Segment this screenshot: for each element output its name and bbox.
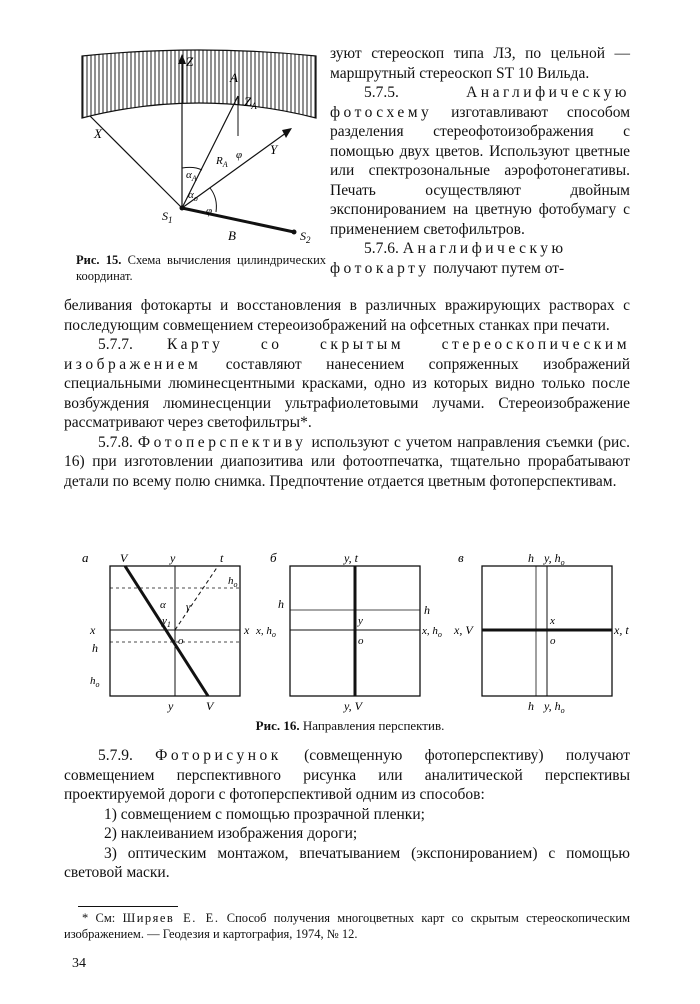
- panel-c-letter: в: [458, 550, 464, 565]
- label-s1: $S_1$: [162, 209, 173, 225]
- panel-a-t-top: t: [220, 551, 224, 565]
- panel-a-y1: $y_1$: [162, 615, 171, 629]
- panel-b-h-left: h: [278, 597, 284, 611]
- alpha-arc: [182, 167, 202, 170]
- label-y: Y: [270, 142, 278, 157]
- section-number: 5.7.5.: [364, 84, 399, 101]
- body-text: [64, 296, 630, 491]
- panel-c-x-mid: x: [550, 615, 555, 627]
- hatched-cylinder-band: [82, 50, 316, 118]
- section-number: 5.7.7.: [98, 336, 133, 353]
- panel-b: [255, 550, 442, 713]
- panel-a-gamma: γ: [186, 601, 191, 613]
- footnote-text: Способ получения многоцветных карт со скрытым стереоскопическим изображением. — Геодезия и картография, 1974, № 12.: [64, 911, 630, 941]
- panel-a-v-top: V: [120, 551, 128, 565]
- panel-c-o: o: [550, 635, 556, 647]
- panel-c-bottom: y, $h_o$: [544, 699, 565, 715]
- label-phi-lower: φ: [206, 205, 213, 217]
- panel-a-alpha: α: [160, 599, 166, 611]
- panel-a-v-bottom: V: [206, 699, 214, 713]
- panel-c: [453, 550, 629, 715]
- methods-list: [64, 805, 630, 883]
- section-number: 5.7.9.: [98, 747, 133, 764]
- section-term: Фотоперспективу: [137, 433, 307, 451]
- figure-15-text: Схема вычисления цилиндрических координат.: [76, 253, 327, 283]
- point-s1: [180, 206, 185, 211]
- list-item: 1) совмещением с помощью прозрачной пленки;: [104, 805, 425, 823]
- panel-a-o: o: [178, 635, 184, 647]
- footnote-author: Ширяев Е. Е.: [122, 911, 220, 925]
- label-a: A: [230, 70, 238, 85]
- point-s2: [292, 230, 297, 235]
- panel-b-o: o: [358, 635, 364, 647]
- panel-c-h-bottom: h: [528, 699, 534, 713]
- panel-b-x-left: x, $h_o$: [256, 625, 276, 639]
- section-number: 5.7.8.: [98, 433, 133, 451]
- label-b: B: [228, 228, 236, 243]
- paragraph-5-7-7: 5.7.7. Карту со скрытым стереоскопическим изображением составляют нанесением сопряженных изображений специальными люминесцентными красками, одно из которых видно только после возбуждения люминесценции ультрафиолетовыми лучами. Стереоизображение рассматривают через светофильтры*.: [64, 336, 631, 431]
- section-term: Анаглифическую фотокарту: [330, 240, 567, 277]
- panel-a-y-top: y: [170, 551, 176, 565]
- panel-a-x-left: x: [90, 623, 96, 637]
- panel-b-bottom: y, V: [344, 699, 362, 713]
- figure-16-caption: [0, 718, 700, 734]
- label-ra: $R_A$: [216, 155, 228, 169]
- panel-c-h-top: h: [528, 551, 534, 565]
- section-number: 5.7.6.: [364, 240, 399, 257]
- paragraph-5-7-6: 5.7.6. Анаглифическую фотокарту получают путем от-: [330, 240, 567, 277]
- paragraph-5-7-5: 5.7.5. Анаглифическую фотосхему изготавливают способом разделения стереофотоизображения с помощью двух цветов. Используют цветные или спектрозональные аэрофотонегативы. Печать осуществляют двойным экспонированием на цветную фотобумагу с применением светофильтров.: [330, 84, 630, 238]
- panel-c-top: y, $h_o$: [544, 551, 565, 567]
- body-text-2: [64, 746, 630, 883]
- figure-15-cylindrical-diagram: [70, 48, 328, 248]
- panel-a-h0-label: $h_o$: [228, 575, 238, 589]
- page-number: 34: [72, 956, 86, 971]
- figure-15-caption: [76, 252, 326, 284]
- label-za: $Z_A$: [244, 94, 257, 111]
- label-z: Z: [186, 54, 194, 69]
- panel-a-y-bottom: y: [168, 699, 174, 713]
- paragraph-continued: зуют стереоскоп типа ЛЗ, по цельной — маршрутный стереоскоп ST 10 Вильда.: [330, 45, 630, 82]
- list-item: 2) наклеиванием изображения дороги;: [104, 825, 358, 842]
- footnote-marker: * См:: [82, 911, 116, 925]
- panel-c-x-left: x, V: [454, 623, 473, 637]
- panel-a-v-line: [125, 566, 208, 696]
- panel-a-t-line: [175, 566, 218, 630]
- panel-c-x-right: x, t: [614, 623, 629, 637]
- label-alpha-a: $\alpha_A$: [186, 169, 197, 183]
- footnote: [64, 910, 630, 942]
- panel-b-x-right: x, $h_o$: [422, 625, 442, 639]
- section-term: Анаглифическую фотосхему: [330, 84, 630, 121]
- label-s2: $S_2$: [300, 229, 311, 245]
- footnote-rule: [78, 906, 178, 907]
- paragraph-5-7-8: 5.7.8. Фотоперспективу используют с учетом направления съемки (рис. 16) при изготовлении диапозитива или фотоотпечатка, тщательно прорабатывают детали по всему полю снимка. Предпочтение отдается цветным фотоперспективам.: [64, 433, 630, 490]
- panel-a-x-right: x: [244, 623, 250, 637]
- panel-b-letter: б: [270, 550, 277, 565]
- label-x: X: [94, 126, 102, 141]
- figure-16-perspective-directions: [80, 548, 640, 716]
- figure-16-text: Направления перспектив.: [302, 718, 445, 733]
- panel-a-letter: a: [82, 550, 89, 565]
- paragraph-5-7-6-continued: беливания фотокарты и восстановления в различных вражирующих растворах с последующим совмещением стереоизображений на офсетных станках при печати.: [64, 297, 630, 334]
- panel-a-h-left: h: [92, 641, 98, 655]
- x-axis: [90, 116, 182, 208]
- label-alpha-0: $\alpha_o$: [188, 189, 198, 203]
- panel-b-h-right: h: [424, 603, 430, 617]
- panel-b-y-mid: y: [358, 615, 363, 627]
- panel-a: [82, 550, 250, 713]
- panel-b-top: y, t: [344, 551, 358, 565]
- figure-16-number: Рис. 16.: [255, 718, 300, 733]
- list-item: 3) оптическим монтажом, впечатыванием (экспонированием) с помощью световой маски.: [64, 844, 630, 881]
- figure-15-number: Рис. 15.: [76, 253, 122, 267]
- right-column-text: [330, 44, 630, 278]
- paragraph-5-7-9: 5.7.9. Фоторисунок (совмещенную фотоперспективу) получают совмещением перспективного рисунка или аналитической перспективы проектируемой дороги с фотоперспективой одним из способов:: [64, 747, 630, 803]
- section-term: Фоторисунок: [155, 747, 282, 764]
- label-phi-upper: φ: [236, 149, 243, 161]
- section-term: Карту со скрытым стереоскопическим изображением: [64, 336, 631, 373]
- panel-a-h0-left: $h_o$: [90, 675, 100, 689]
